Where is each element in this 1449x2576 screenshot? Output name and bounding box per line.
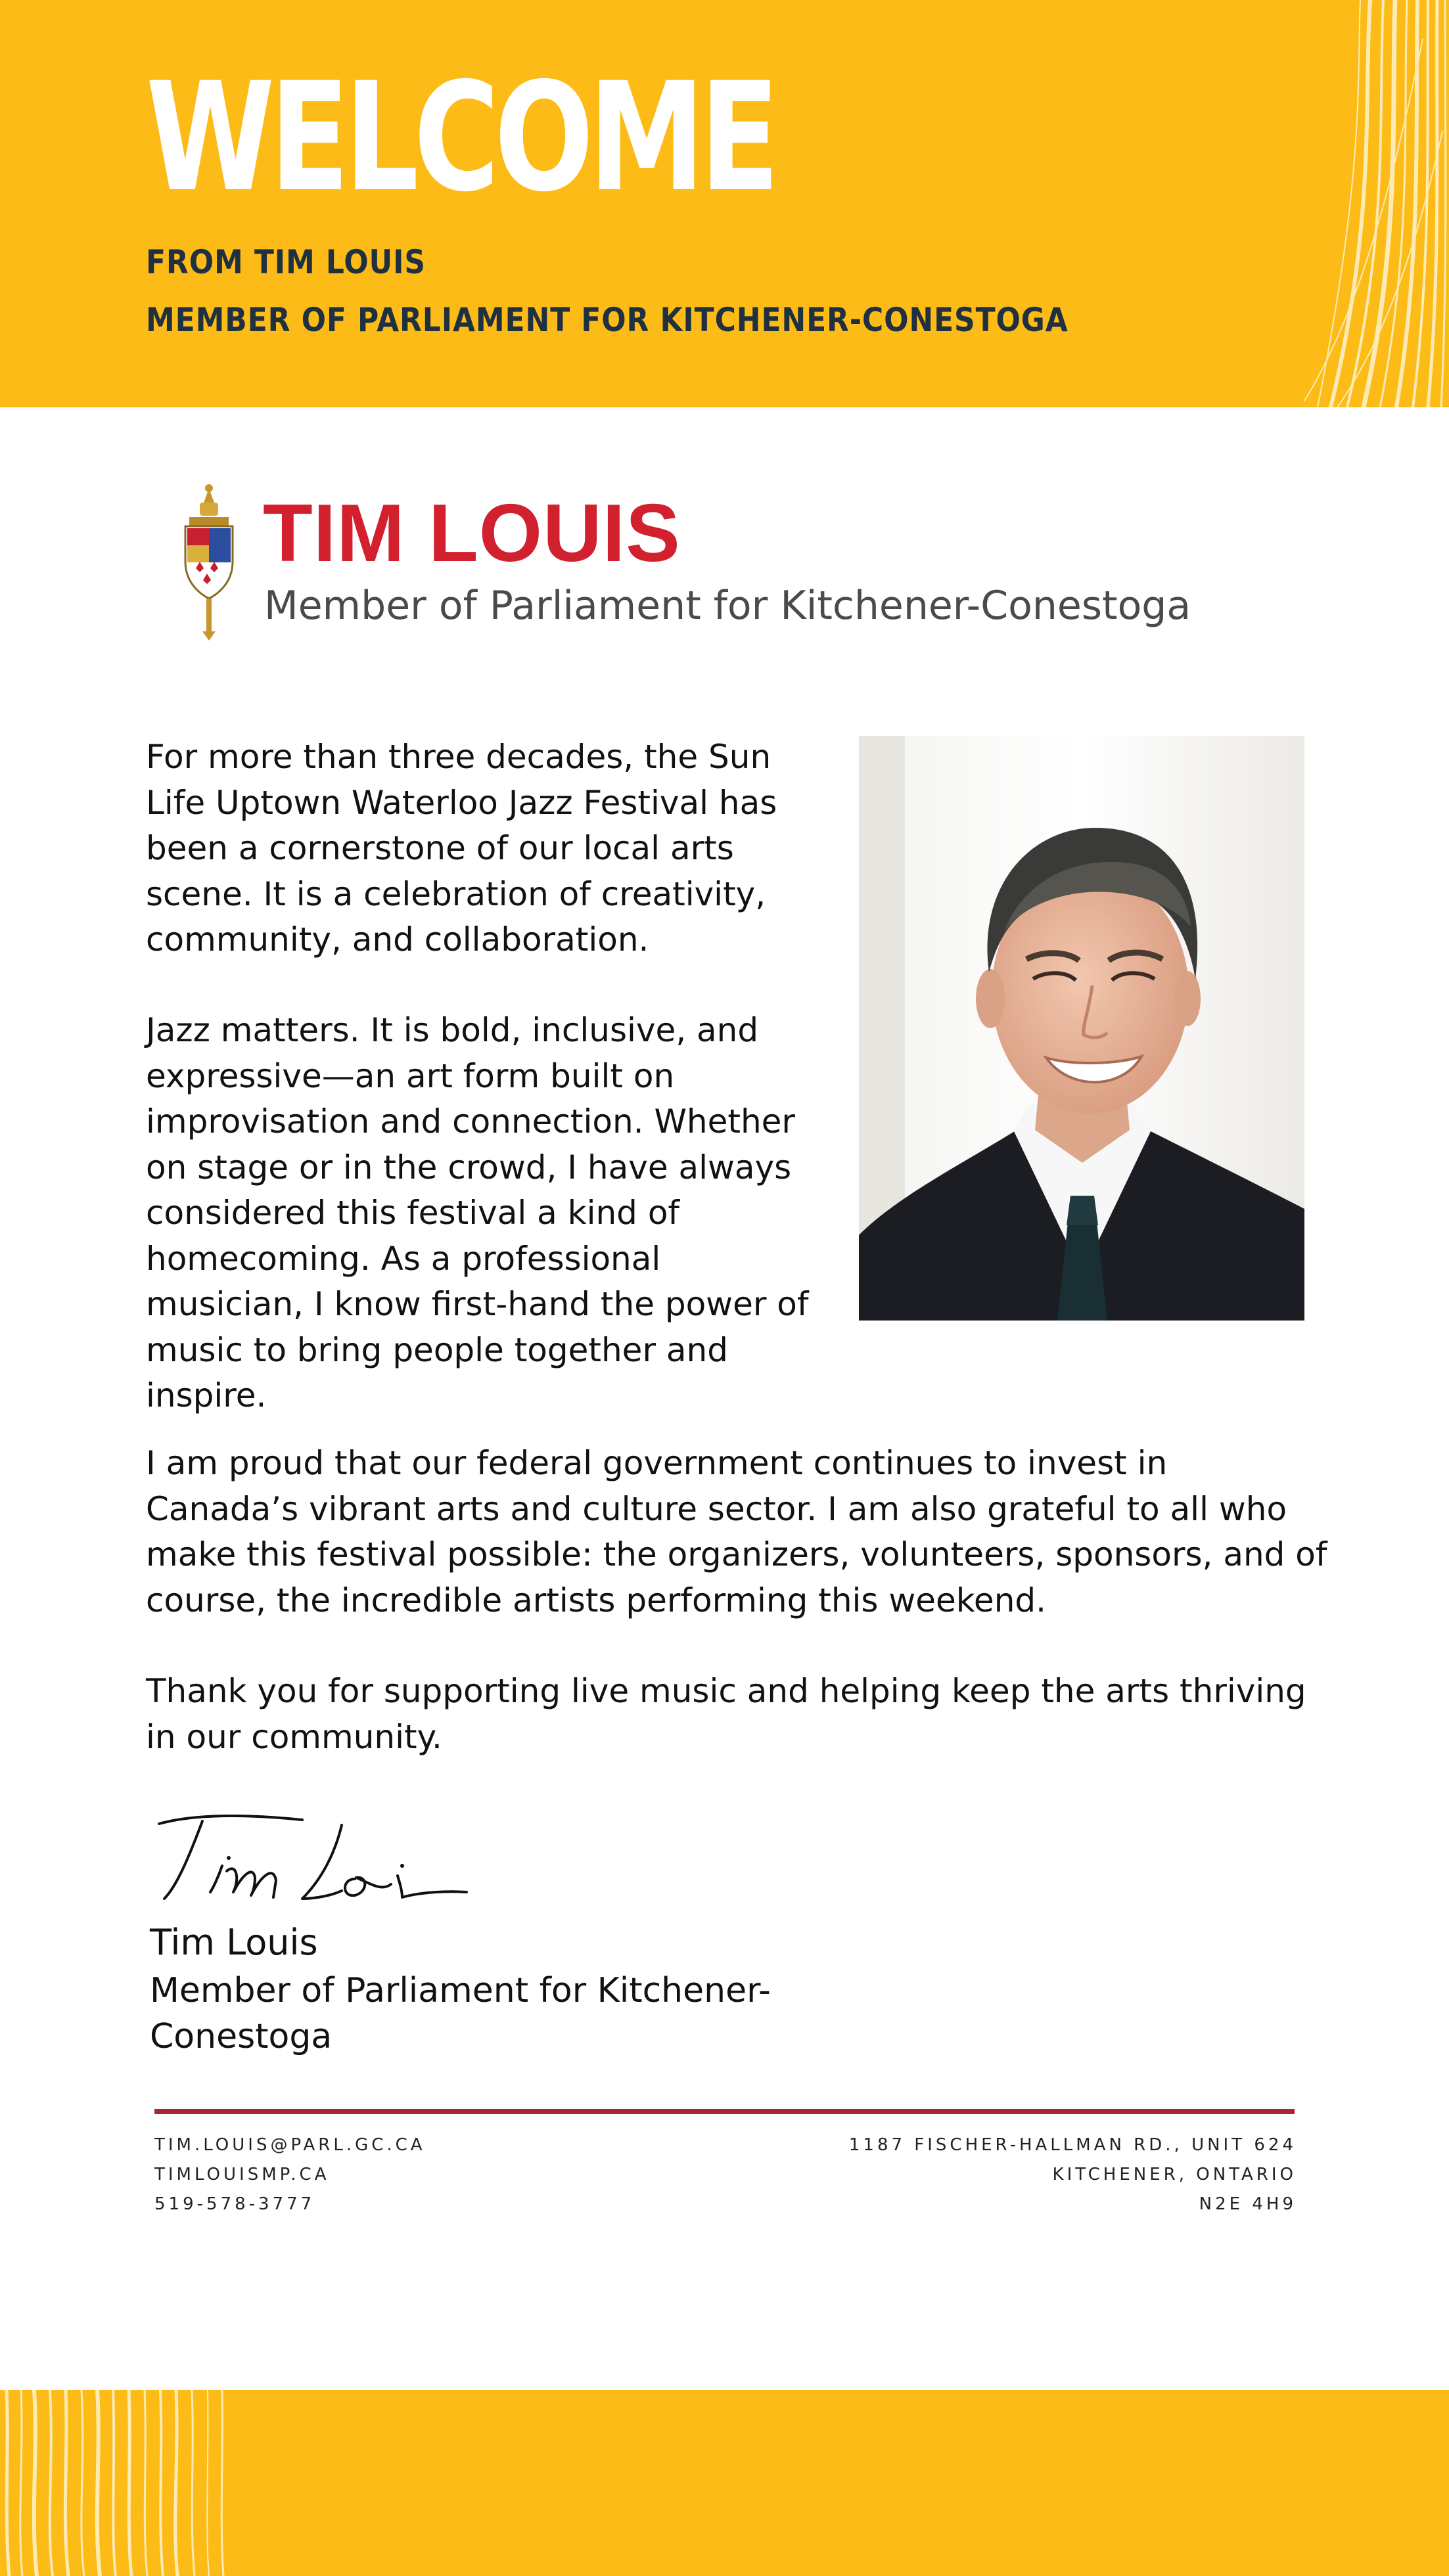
footer-banner <box>0 2390 1449 2576</box>
member-line: MEMBER OF PARLIAMENT FOR KITCHENER-CONESTOGA <box>146 301 1069 339</box>
address-line-1: 1187 FISCHER-HALLMAN RD., UNIT 624 <box>848 2135 1297 2155</box>
portrait-illustration <box>859 736 1304 1321</box>
portrait-photo <box>859 736 1304 1321</box>
header-banner <box>0 0 1449 407</box>
house-of-commons-crest-icon <box>176 483 242 641</box>
logo-subtitle: Member of Parliament for Kitchener-Conestoga <box>264 583 1191 629</box>
paragraph-3: I am proud that our federal government continues to invest in Canada’s vibrant arts and culture sector. I am also grateful to all who make this festival possible: the organizers, volunteers, sponsors, and of course, the incredible artists performing this weekend. <box>146 1444 1327 1619</box>
address-line-2: KITCHENER, ONTARIO <box>1052 2165 1297 2184</box>
footer-divider <box>154 2109 1295 2114</box>
handwritten-signature <box>145 1800 473 1918</box>
brush-texture-bottom-left <box>0 2390 237 2576</box>
postal-code: N2E 4H9 <box>1199 2194 1297 2214</box>
website-link[interactable]: TIMLOUISMP.CA <box>154 2165 330 2184</box>
contact-right <box>849 2131 1297 2219</box>
signature-title: Member of Parliament for Kitchener-Conestoga <box>150 1971 771 2056</box>
paragraph-1: For more than three decades, the Sun Life Uptown Waterloo Jazz Festival has been a cornerstone of our local arts scene. It is a celebration of creativity, community, and collaboration. <box>146 738 777 959</box>
paragraph-2: Jazz matters. It is bold, inclusive, and expressive—an art form built on improvisation and connection. Whether on stage or in the crowd, I have always considered this festival a kind of homecoming. As a professional musician, I know first-hand the power of music to bring people together and inspire. <box>146 1011 809 1414</box>
logo-name: TIM LOUIS <box>263 488 681 579</box>
phone-number: 519-578-3777 <box>154 2194 315 2214</box>
email-link[interactable]: TIM.LOUIS@PARL.GC.CA <box>154 2135 426 2155</box>
brush-texture-top-right <box>1291 0 1449 407</box>
welcome-title: WELCOME <box>146 50 775 225</box>
paragraph-4: Thank you for supporting live music and helping keep the arts thriving in our community. <box>146 1672 1306 1756</box>
from-line: FROM TIM LOUIS <box>146 243 426 281</box>
contact-left <box>154 2131 426 2219</box>
signature-name: Tim Louis <box>150 1922 318 1963</box>
